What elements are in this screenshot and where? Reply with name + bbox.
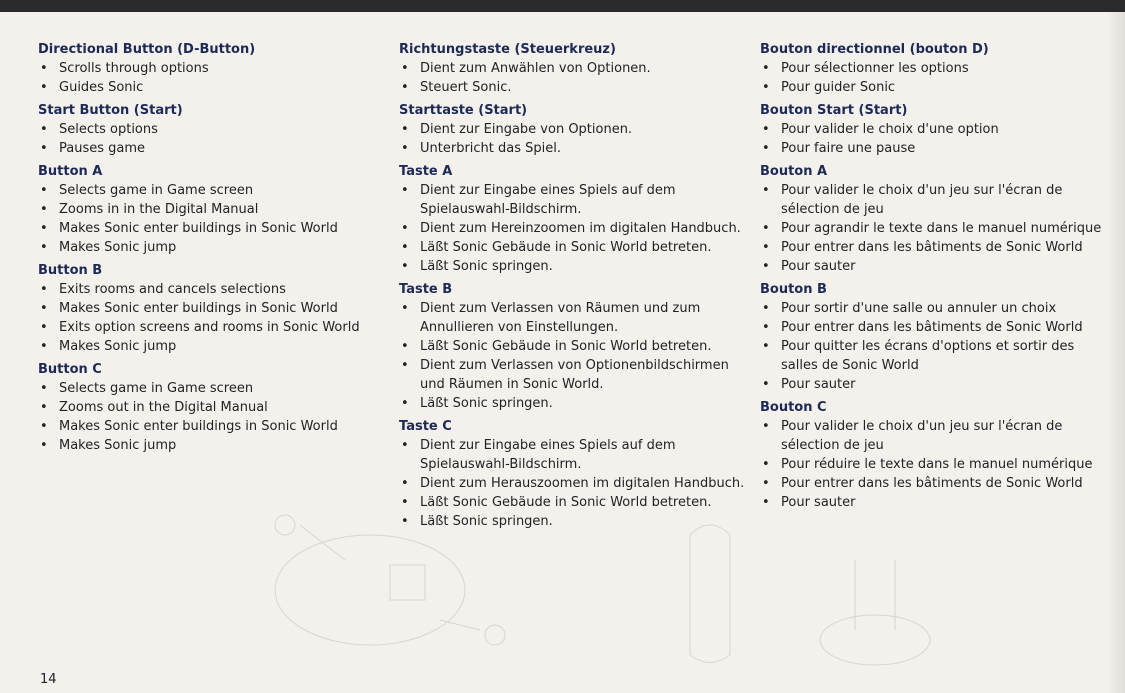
bullet-list <box>399 436 749 531</box>
list-item: • Selects game in Game screen <box>38 181 378 200</box>
bullet-list <box>760 181 1105 276</box>
section-bouton-b <box>760 280 1105 394</box>
list-item: • Exits option screens and rooms in Sonic World <box>38 318 378 337</box>
list-item: • Dient zum Herauszoomen im digitalen Handbuch. <box>399 474 749 493</box>
page-edge-shadow <box>1107 12 1125 693</box>
list-item: • Selects options <box>38 120 378 139</box>
list-item: • Makes Sonic jump <box>38 337 378 356</box>
section-taste-b <box>399 280 749 413</box>
list-item: • Unterbricht das Spiel. <box>399 139 749 158</box>
list-item: • Pour valider le choix d'un jeu sur l'écran de sélection de jeu <box>760 181 1105 219</box>
bullet-list <box>399 299 749 413</box>
list-item: • Läßt Sonic springen. <box>399 512 749 531</box>
bullet-list <box>38 181 378 257</box>
list-item: • Pour valider le choix d'une option <box>760 120 1105 139</box>
section-taste-c <box>399 417 749 531</box>
french-column <box>760 40 1105 516</box>
section-heading: Taste C <box>399 419 452 434</box>
bullet-list <box>38 59 378 97</box>
list-item: • Pour faire une pause <box>760 139 1105 158</box>
section-heading: Richtungstaste (Steuerkreuz) <box>399 42 616 57</box>
list-item: • Zooms in in the Digital Manual <box>38 200 378 219</box>
list-item: • Pour sortir d'une salle ou annuler un choix <box>760 299 1105 318</box>
section-heading: Button A <box>38 164 103 179</box>
bullet-list <box>38 280 378 356</box>
section-button-c <box>38 360 378 455</box>
section-heading: Bouton directionnel (bouton D) <box>760 42 989 57</box>
list-item: • Selects game in Game screen <box>38 379 378 398</box>
section-heading: Bouton B <box>760 282 827 297</box>
section-heading: Button C <box>38 362 102 377</box>
list-item: • Pour entrer dans les bâtiments de Sonic World <box>760 318 1105 337</box>
list-item: • Makes Sonic enter buildings in Sonic World <box>38 299 378 318</box>
list-item: • Makes Sonic enter buildings in Sonic World <box>38 417 378 436</box>
list-item: • Zooms out in the Digital Manual <box>38 398 378 417</box>
list-item: • Pour entrer dans les bâtiments de Sonic World <box>760 238 1105 257</box>
section-heading: Taste B <box>399 282 453 297</box>
page-number: 14 <box>40 672 57 687</box>
bullet-list <box>760 59 1105 97</box>
list-item: • Dient zur Eingabe eines Spiels auf dem Spielauswahl-Bildschirm. <box>399 436 749 474</box>
top-edge-bar <box>0 0 1125 12</box>
list-item: • Läßt Sonic Gebäude in Sonic World betreten. <box>399 337 749 356</box>
list-item: • Exits rooms and cancels selections <box>38 280 378 299</box>
list-item: • Dient zum Anwählen von Optionen. <box>399 59 749 78</box>
section-heading: Button B <box>38 263 103 278</box>
list-item: • Dient zum Verlassen von Räumen und zum Annullieren von Einstellungen. <box>399 299 749 337</box>
section-button-b <box>38 261 378 356</box>
list-item: • Pour quitter les écrans d'options et sortir des salles de Sonic World <box>760 337 1105 375</box>
section-heading: Bouton A <box>760 164 828 179</box>
list-item: • Pour guider Sonic <box>760 78 1105 97</box>
list-item: • Dient zur Eingabe von Optionen. <box>399 120 749 139</box>
list-item: • Pour réduire le texte dans le manuel numérique <box>760 455 1105 474</box>
section-heading: Start Button (Start) <box>38 103 183 118</box>
section-start-button <box>38 101 378 158</box>
english-column <box>38 40 378 459</box>
list-item: • Pour entrer dans les bâtiments de Sonic World <box>760 474 1105 493</box>
bullet-list <box>399 181 749 276</box>
list-item: • Dient zum Verlassen von Optionenbildschirmen und Räumen in Sonic World. <box>399 356 749 394</box>
bullet-list <box>38 379 378 455</box>
bullet-list <box>760 299 1105 394</box>
section-heading: Taste A <box>399 164 453 179</box>
section-heading: Starttaste (Start) <box>399 103 528 118</box>
section-richtungstaste <box>399 40 749 97</box>
list-item: • Pour sauter <box>760 493 1105 512</box>
section-bouton-directionnel <box>760 40 1105 97</box>
list-item: • Makes Sonic jump <box>38 238 378 257</box>
bullet-list <box>38 120 378 158</box>
list-item: • Läßt Sonic Gebäude in Sonic World betreten. <box>399 238 749 257</box>
list-item: • Pauses game <box>38 139 378 158</box>
list-item: • Läßt Sonic springen. <box>399 394 749 413</box>
section-d-button <box>38 40 378 97</box>
section-heading: Bouton C <box>760 400 827 415</box>
list-item: • Pour valider le choix d'un jeu sur l'écran de sélection de jeu <box>760 417 1105 455</box>
list-item: • Scrolls through options <box>38 59 378 78</box>
list-item: • Dient zur Eingabe eines Spiels auf dem Spielauswahl-Bildschirm. <box>399 181 749 219</box>
section-bouton-a <box>760 162 1105 276</box>
section-heading: Bouton Start (Start) <box>760 103 908 118</box>
bullet-list <box>399 120 749 158</box>
bullet-list <box>760 417 1105 512</box>
list-item: • Makes Sonic enter buildings in Sonic World <box>38 219 378 238</box>
list-item: • Läßt Sonic Gebäude in Sonic World betreten. <box>399 493 749 512</box>
section-bouton-start <box>760 101 1105 158</box>
section-taste-a <box>399 162 749 276</box>
german-column <box>399 40 749 535</box>
list-item: • Guides Sonic <box>38 78 378 97</box>
list-item: • Pour sauter <box>760 375 1105 394</box>
list-item: • Dient zum Hereinzoomen im digitalen Handbuch. <box>399 219 749 238</box>
section-button-a <box>38 162 378 257</box>
list-item: • Läßt Sonic springen. <box>399 257 749 276</box>
section-heading: Directional Button (D-Button) <box>38 42 256 57</box>
bullet-list <box>399 59 749 97</box>
bullet-list <box>760 120 1105 158</box>
list-item: • Pour sauter <box>760 257 1105 276</box>
list-item: • Makes Sonic jump <box>38 436 378 455</box>
list-item: • Pour sélectionner les options <box>760 59 1105 78</box>
list-item: • Pour agrandir le texte dans le manuel numérique <box>760 219 1105 238</box>
section-starttaste <box>399 101 749 158</box>
section-bouton-c <box>760 398 1105 512</box>
list-item: • Steuert Sonic. <box>399 78 749 97</box>
